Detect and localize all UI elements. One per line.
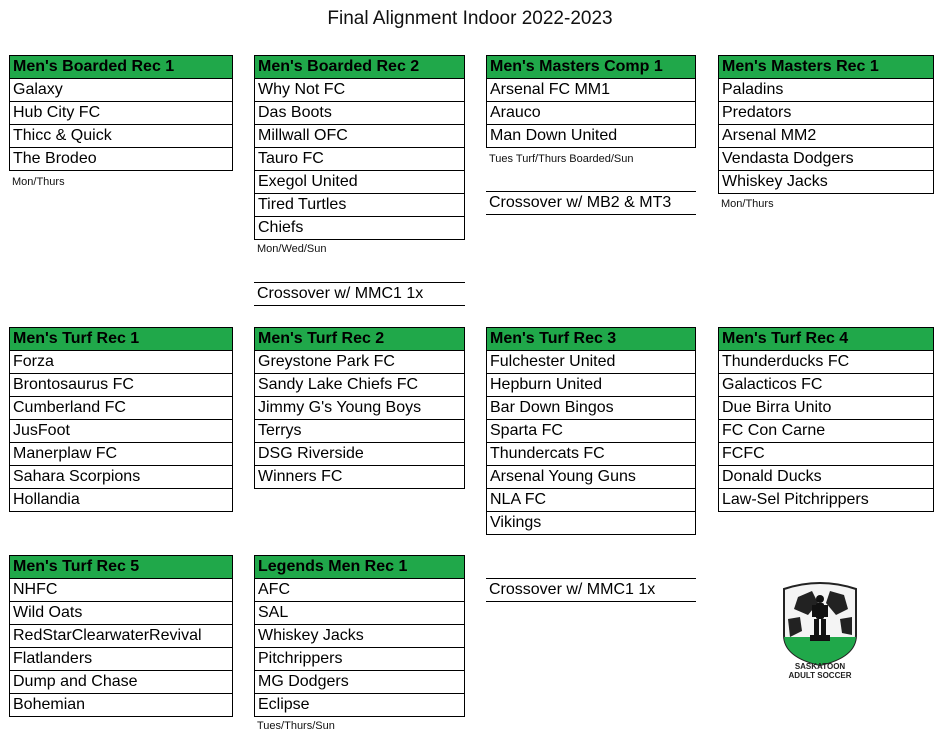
team-row: JusFoot: [10, 420, 232, 443]
team-row: Bar Down Bingos: [487, 397, 695, 420]
division-header: Men's Turf Rec 1: [10, 328, 232, 351]
division-header: Legends Men Rec 1: [255, 556, 464, 579]
team-row: The Brodeo: [10, 148, 232, 171]
team-row: Whiskey Jacks: [719, 171, 933, 194]
team-row: Greystone Park FC: [255, 351, 464, 374]
team-row: Whiskey Jacks: [255, 625, 464, 648]
team-row: Das Boots: [255, 102, 464, 125]
team-row: Bohemian: [10, 694, 232, 717]
team-row: Galacticos FC: [719, 374, 933, 397]
division-table: [718, 327, 934, 512]
team-row: RedStarClearwaterRevival: [10, 625, 232, 648]
division-table: [9, 555, 233, 717]
team-row: Thicc & Quick: [10, 125, 232, 148]
team-row: Pitchrippers: [255, 648, 464, 671]
division-header: Men's Turf Rec 4: [719, 328, 933, 351]
schedule-note: Mon/Wed/Sun: [257, 243, 327, 255]
crossover-label: Crossover w/ MMC1 1x: [486, 578, 696, 602]
division-table: [254, 327, 465, 489]
team-row: Galaxy: [10, 79, 232, 102]
team-row: MG Dodgers: [255, 671, 464, 694]
division-table: [718, 55, 934, 194]
division-table: [486, 327, 696, 535]
team-row: Arauco: [487, 102, 695, 125]
team-row: FCFC: [719, 443, 933, 466]
team-row: DSG Riverside: [255, 443, 464, 466]
division-header: Men's Turf Rec 3: [487, 328, 695, 351]
team-row: Chiefs: [255, 217, 464, 240]
logo-line1: SASKATOON: [794, 662, 846, 671]
team-row: Fulchester United: [487, 351, 695, 374]
team-row: Terrys: [255, 420, 464, 443]
team-row: Hub City FC: [10, 102, 232, 125]
schedule-note: Mon/Thurs: [721, 198, 774, 210]
schedule-note: Mon/Thurs: [12, 176, 65, 188]
division-table: [9, 55, 233, 171]
logo-text: [760, 662, 880, 680]
team-row: Arsenal FC MM1: [487, 79, 695, 102]
team-row: Flatlanders: [10, 648, 232, 671]
page-title: Final Alignment Indoor 2022-2023: [327, 8, 613, 29]
team-row: Wild Oats: [10, 602, 232, 625]
team-row: SAL: [255, 602, 464, 625]
division-header: Men's Turf Rec 5: [10, 556, 232, 579]
schedule-note: Tues/Thurs/Sun: [257, 720, 335, 732]
division-header: Men's Masters Comp 1: [487, 56, 695, 79]
team-row: Exegol United: [255, 171, 464, 194]
team-row: Thunderducks FC: [719, 351, 933, 374]
division-header: Men's Boarded Rec 2: [255, 56, 464, 79]
crossover-label: Crossover w/ MMC1 1x: [254, 282, 465, 306]
team-row: Man Down United: [487, 125, 695, 148]
team-row: Eclipse: [255, 694, 464, 717]
team-row: AFC: [255, 579, 464, 602]
team-row: Why Not FC: [255, 79, 464, 102]
logo-line2: ADULT SOCCER: [788, 671, 852, 680]
team-row: Vikings: [487, 512, 695, 535]
team-row: Arsenal Young Guns: [487, 466, 695, 489]
team-row: Tired Turtles: [255, 194, 464, 217]
team-row: Thundercats FC: [487, 443, 695, 466]
team-row: Sahara Scorpions: [10, 466, 232, 489]
division-table: [486, 55, 696, 148]
team-row: Hollandia: [10, 489, 232, 512]
crossover-label: Crossover w/ MB2 & MT3: [486, 191, 696, 215]
team-row: Millwall OFC: [255, 125, 464, 148]
team-row: Winners FC: [255, 466, 464, 489]
team-row: Brontosaurus FC: [10, 374, 232, 397]
team-row: Dump and Chase: [10, 671, 232, 694]
team-row: Cumberland FC: [10, 397, 232, 420]
team-row: FC Con Carne: [719, 420, 933, 443]
team-row: Donald Ducks: [719, 466, 933, 489]
division-header: Men's Boarded Rec 1: [10, 56, 232, 79]
team-row: Predators: [719, 102, 933, 125]
team-row: Forza: [10, 351, 232, 374]
division-header: Men's Masters Rec 1: [719, 56, 933, 79]
schedule-note: Tues Turf/Thurs Boarded/Sun: [489, 153, 634, 165]
division-table: [254, 555, 465, 717]
team-row: Paladins: [719, 79, 933, 102]
team-row: Arsenal MM2: [719, 125, 933, 148]
team-row: Law-Sel Pitchrippers: [719, 489, 933, 512]
team-row: Vendasta Dodgers: [719, 148, 933, 171]
team-row: NHFC: [10, 579, 232, 602]
team-row: NLA FC: [487, 489, 695, 512]
division-table: [254, 55, 465, 240]
team-row: Manerplaw FC: [10, 443, 232, 466]
team-row: Sandy Lake Chiefs FC: [255, 374, 464, 397]
team-row: Hepburn United: [487, 374, 695, 397]
team-row: Due Birra Unito: [719, 397, 933, 420]
team-row: Tauro FC: [255, 148, 464, 171]
team-row: Sparta FC: [487, 420, 695, 443]
team-row: Jimmy G's Young Boys: [255, 397, 464, 420]
division-table: [9, 327, 233, 512]
division-header: Men's Turf Rec 2: [255, 328, 464, 351]
